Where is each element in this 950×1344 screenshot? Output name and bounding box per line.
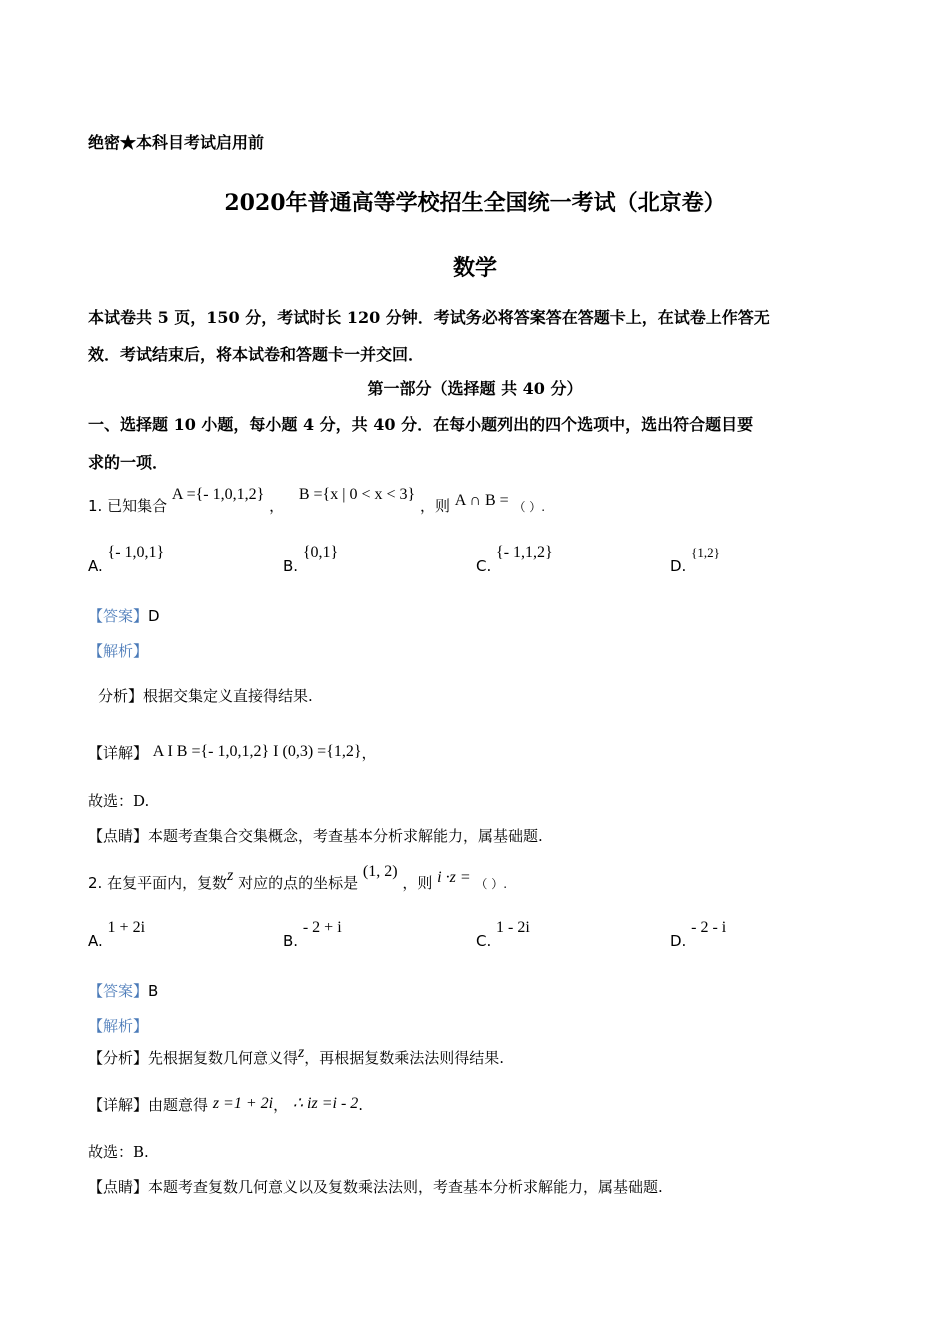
answer-value: D	[148, 607, 160, 625]
q1-math-B: B ={x | 0 < x < 3}	[298, 486, 416, 503]
secret-label: 绝密★本科目考试启用前	[88, 133, 265, 152]
q1-option-b	[283, 544, 339, 576]
q2-math-z: z	[227, 867, 234, 884]
subject-title: 数学	[452, 255, 497, 281]
q1-option-c	[476, 544, 553, 576]
fenxi-math-z: z	[298, 1044, 305, 1061]
option-letter: C.	[476, 557, 492, 575]
detail-end: .	[358, 1096, 364, 1114]
option-value: - 2 - i	[691, 919, 727, 936]
q1-math-intersection: A ∩ B =	[454, 492, 509, 509]
q2-detail	[88, 1094, 363, 1115]
option-letter: A.	[88, 932, 103, 950]
q2-text-2: 对应的点的坐标是	[238, 874, 359, 892]
q1-number: 1.	[88, 497, 103, 515]
q2-math-point: (1, 2)	[362, 863, 398, 880]
detail-end: ，	[361, 744, 377, 762]
q1-text-3: ，则	[419, 497, 450, 515]
detail-math: A I B ={- 1,0,1,2} I (0,3) ={1,2}	[152, 743, 362, 760]
q1-answer	[88, 605, 160, 626]
q2-number: 2.	[88, 874, 103, 892]
exam-title: 2020年普通高等学校招生全国统一考试（北京卷）	[224, 190, 726, 216]
q1-fenxi: 分析】根据交集定义直接得结果.	[98, 687, 313, 705]
option-value: {- 1,0,1}	[107, 544, 165, 561]
detail-sep: ，	[273, 1096, 289, 1114]
part1-instruction-2: 求的一项．	[88, 453, 169, 472]
option-value: {- 1,1,2}	[496, 544, 553, 561]
q2-option-b	[283, 919, 342, 951]
q1-choose: 故选：D.	[88, 792, 150, 810]
q1-stem	[88, 486, 546, 516]
option-letter: A.	[88, 557, 103, 575]
intro-line-2: 效．考试结束后，将本试卷和答题卡一并交回．	[88, 345, 425, 364]
intro-line-1: 本试卷共 5 页，150 分，考试时长 120 分钟．考试务必将答案答在答题卡上，在试卷上作答无	[88, 308, 770, 327]
q1-analysis-tag: 【解析】	[88, 642, 149, 660]
detail-math-2: ∴ iz =i - 2	[292, 1095, 359, 1112]
q2-choose: 故选：B.	[88, 1143, 149, 1161]
q2-stem	[88, 863, 508, 893]
q2-answer	[88, 980, 158, 1001]
option-letter: D.	[670, 557, 687, 575]
option-letter: D.	[670, 932, 687, 950]
q2-option-d	[670, 919, 727, 951]
q1-math-A: A ={- 1,0,1,2}	[171, 486, 265, 503]
q1-answer-paren: （ ）.	[513, 500, 546, 514]
part1-instruction-1: 一、选择题 10 小题，每小题 4 分，共 40 分．在每小题列出的四个选项中，选出符合题目要	[88, 415, 754, 434]
q2-option-a	[88, 919, 146, 951]
detail-tag: 【详解】	[88, 1096, 149, 1114]
option-value: 1 - 2i	[496, 919, 530, 936]
q1-comment: 【点睛】本题考查集合交集概念，考查基本分析求解能力，属基础题.	[88, 827, 543, 845]
option-value: - 2 + i	[302, 919, 342, 936]
q2-analysis-tag: 【解析】	[88, 1017, 149, 1035]
answer-tag: 【答案】	[88, 982, 149, 1000]
q2-fenxi	[88, 1044, 505, 1068]
q2-text-1: 在复平面内，复数	[107, 874, 228, 892]
q2-math-product: i ·z =	[437, 869, 471, 886]
option-value: 1 + 2i	[107, 919, 146, 936]
q2-option-c	[476, 919, 530, 951]
fenxi-text-2: ，再根据复数乘法法则得结果.	[304, 1049, 505, 1067]
answer-tag: 【答案】	[88, 607, 149, 625]
option-letter: B.	[283, 557, 299, 575]
q2-comment: 【点睛】本题考查复数几何意义以及复数乘法法则，考查基本分析求解能力，属基础题.	[88, 1178, 663, 1196]
option-value: {0,1}	[302, 544, 339, 561]
part1-heading: 第一部分（选择题 共 40 分）	[367, 379, 583, 398]
q2-answer-paren: （ ）.	[475, 877, 508, 891]
fenxi-text-1: 【分析】先根据复数几何意义得	[88, 1049, 299, 1067]
option-letter: B.	[283, 932, 299, 950]
detail-text: 由题意得	[148, 1096, 209, 1114]
q2-text-3: ，则	[402, 874, 433, 892]
option-value: {1,2}	[691, 545, 720, 560]
detail-tag: 【详解】	[88, 744, 149, 762]
q1-option-d	[670, 545, 720, 575]
answer-value: B	[148, 982, 159, 1000]
detail-math-1: z =1 + 2i	[212, 1095, 274, 1112]
q1-detail	[88, 742, 377, 763]
q1-option-a	[88, 544, 165, 576]
q1-text-2: ，	[269, 497, 285, 515]
q1-text-1: 已知集合	[107, 497, 168, 515]
option-letter: C.	[476, 932, 492, 950]
